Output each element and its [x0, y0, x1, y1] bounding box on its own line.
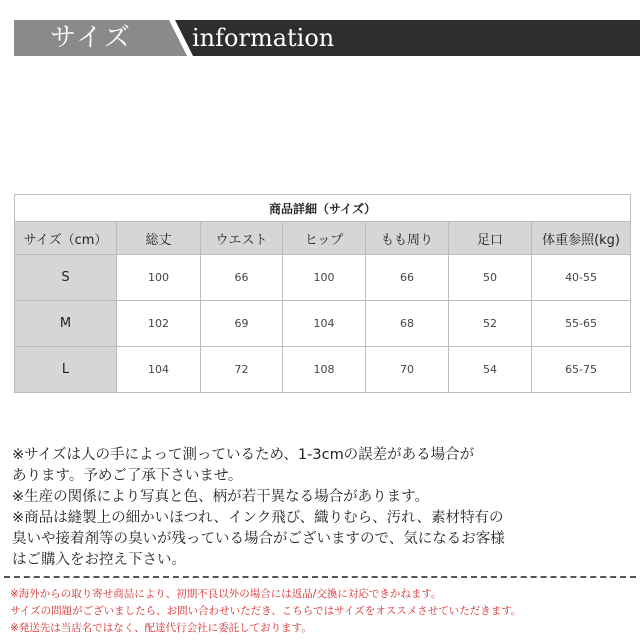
note-line: ※商品は縫製上の細かいほつれ、インク飛び、織りむら、汚れ、素材特有の	[12, 510, 504, 526]
table-cell: 104	[117, 347, 201, 393]
note-line: 臭いや接着剤等の臭いが残っている場合がございますので、気になるお客様	[12, 531, 505, 547]
table-cell: 100	[117, 255, 201, 301]
note-line: ※サイズは人の手によって測っているため、1-3cmの誤差がある場合が	[12, 447, 475, 463]
table-cell: 102	[117, 301, 201, 347]
row-size-label: L	[15, 347, 117, 393]
footer-line: ※発送先は当店名ではなく、配達代行会社に委託しております。	[10, 622, 312, 634]
table-cell: 68	[366, 301, 449, 347]
table-cell: 66	[201, 255, 283, 301]
table-row	[15, 255, 631, 301]
header-banner	[14, 20, 640, 56]
table-cell: 69	[201, 301, 283, 347]
size-table	[14, 194, 631, 393]
header-en-title: information	[192, 24, 335, 52]
column-header-weight: 体重参照(kg)	[532, 222, 631, 255]
table-cell: 65-75	[532, 347, 631, 393]
size-notes	[12, 445, 634, 571]
note-line: あります。予めご了承下さいませ。	[12, 468, 243, 484]
column-header-size: サイズ（cm）	[15, 222, 117, 255]
header-jp-title: サイズ	[50, 23, 132, 53]
column-header-hem: 足口	[449, 222, 532, 255]
table-cell: 55-65	[532, 301, 631, 347]
table-cell: 104	[283, 301, 366, 347]
table-cell: 50	[449, 255, 532, 301]
dashed-divider	[4, 576, 636, 578]
table-row	[15, 347, 631, 393]
table-cell: 72	[201, 347, 283, 393]
note-line: ※生産の関係により写真と色、柄が若干異なる場合があります。	[12, 489, 429, 505]
table-cell: 66	[366, 255, 449, 301]
table-cell: 70	[366, 347, 449, 393]
footer-line: ※海外からの取り寄せ商品により、初期不良以外の場合には返品/交換に対応できかねます。	[10, 588, 442, 600]
table-header-row	[15, 222, 631, 255]
table-cell: 100	[283, 255, 366, 301]
column-header-total-length: 総丈	[117, 222, 201, 255]
row-size-label: S	[15, 255, 117, 301]
table-row	[15, 301, 631, 347]
table-cell: 40-55	[532, 255, 631, 301]
row-size-label: M	[15, 301, 117, 347]
table-cell: 52	[449, 301, 532, 347]
table-cell: 54	[449, 347, 532, 393]
table-caption-row	[15, 195, 631, 222]
footer-line: サイズの問題がございましたら、お問い合わせいただき、こちらではサイズをオススメさせていただきます。	[10, 605, 522, 617]
column-header-hip: ヒップ	[283, 222, 366, 255]
table-cell: 108	[283, 347, 366, 393]
note-line: はご購入をお控え下さい。	[12, 552, 186, 568]
column-header-thigh: もも周り	[366, 222, 449, 255]
table-caption: 商品詳細（サイズ）	[15, 195, 631, 222]
column-header-waist: ウエスト	[201, 222, 283, 255]
footer-notices	[10, 586, 634, 637]
